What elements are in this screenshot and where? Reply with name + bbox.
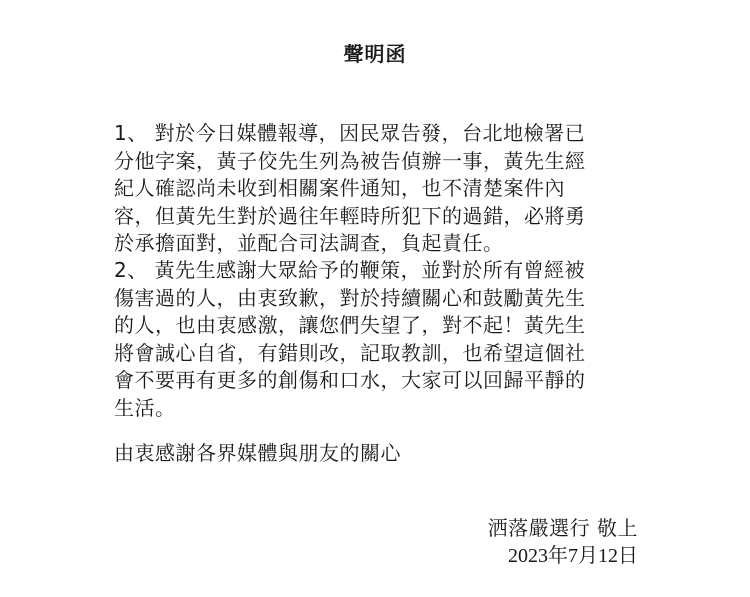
paragraph-line: 2、 黃先生感謝大眾給予的鞭策，並對於所有曾經被 — [114, 258, 586, 282]
paragraph-line: 將會誠心自省，有錯則改，記取教訓，也希望這個社 — [114, 340, 586, 365]
paragraph-line: 會不要再有更多的創傷和口水，大家可以回歸平靜的 — [114, 368, 586, 392]
paragraph-line: 紀人確認尚未收到相關案件通知，也不清楚案件內 — [114, 176, 565, 200]
paragraph-2 — [114, 257, 654, 422]
paragraph-line: 生活。 — [114, 395, 176, 420]
paragraph-line: 的人，也由衷感激，讓您們失望了，對不起！黃先生 — [114, 313, 586, 337]
paragraph-1 — [114, 120, 654, 258]
thanks-line: 由衷感謝各界媒體與朋友的關心 — [114, 441, 401, 465]
document-title: 聲明函 — [343, 42, 407, 66]
signature-block — [488, 514, 638, 570]
signature-name: 洒落嚴選行 敬上 — [487, 516, 638, 540]
paragraph-line: 於承擔面對，並配合司法調查，負起責任。 — [114, 231, 504, 255]
paragraph-line: 分他字案，黃子佼先生列為被告偵辦一事，黃先生經 — [114, 148, 586, 173]
signature-date: 2023年7月12日 — [508, 545, 638, 567]
paragraph-line: 容，但黃先生對於過往年輕時所犯下的過錯，必將勇 — [114, 203, 586, 228]
paragraph-line: 傷害過的人，由衷致歉，對於持續關心和鼓勵黃先生 — [114, 285, 586, 310]
paragraph-line: 1、 對於今日媒體報導，因民眾告發，台北地檢署已 — [114, 121, 586, 145]
